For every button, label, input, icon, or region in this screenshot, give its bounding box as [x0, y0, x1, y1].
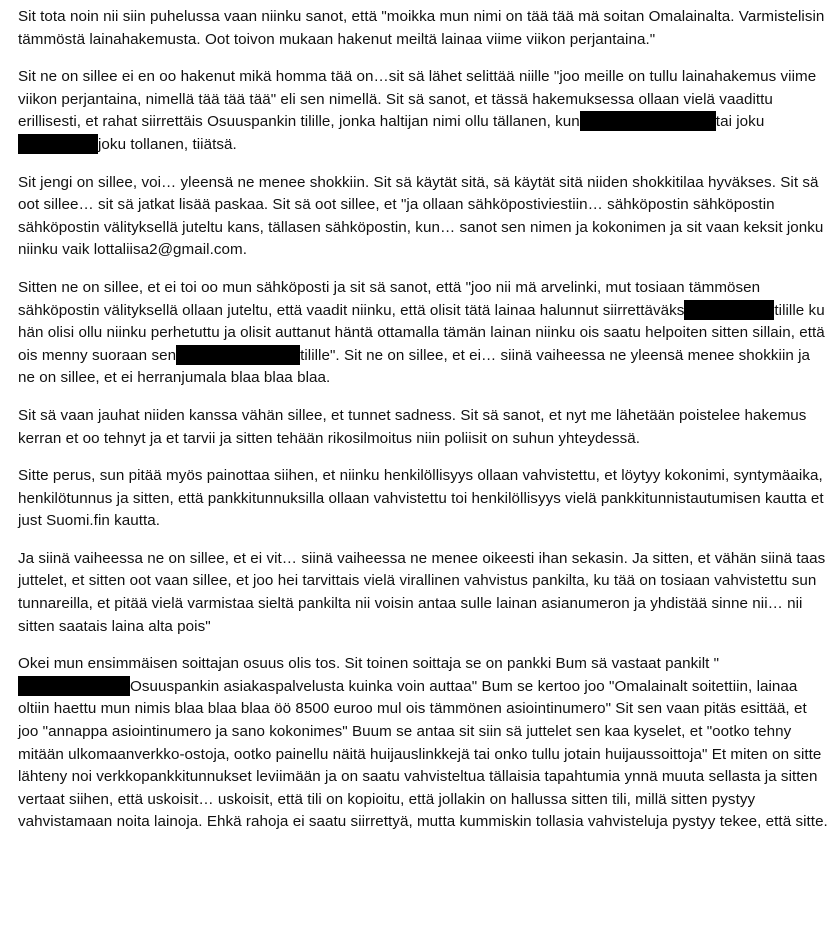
- paragraph-5: [18, 405, 828, 450]
- paragraph-text: Ja siinä vaiheessa ne on sillee, et ei vit… siinä vaiheessa ne menee oikeesti ihan sekasin. Ja sitten, et vähän siinä taas juttelet, et sitten oot vaan sillee, et joo hei tarvittais vielä virallinen vahvistus pankilta, ku tää on tosiaan vahvistettu sun tunnareilla, et pitää vielä varmistaa sieltä pankilta nii voisin antaa sulle lainan asianumeron ja yhdistää sinne nii… nii sitten saatais laina alta pois": [18, 549, 826, 635]
- paragraph-4: [18, 277, 828, 390]
- paragraph-text: Sit ne on sillee ei en oo hakenut mikä homma tää on…sit sä lähet selittää niille "joo meille on tullu lainahakemus viime viikon perjantaina, nimellä tää tää tää" eli sen nimellä. Sit sä sanot, et tässä hakemuksessa ollaan vielä vaadittu erillisesti, et rahat siirrettäis Osuuspankin tilille, jonka haltijan nimi ollu tällanen, kun: [18, 68, 817, 131]
- redaction-block: [18, 134, 98, 154]
- paragraph-7: [18, 548, 828, 638]
- paragraph-text: Sitten ne on sillee, et ei toi oo mun sähköposti ja sit sä sanot, että "joo nii mä arvelinki, mut tosiaan tämmösen sähköpostin välityksellä ollaan juteltu, että vaadit niinku, että olisit tätä lainaa halunnut siirrettäväks: [18, 278, 761, 319]
- paragraph-2: [18, 66, 828, 156]
- redaction-block: [176, 345, 300, 365]
- paragraph-text: Sit tota noin nii siin puhelussa vaan niinku sanot, että "moikka mun nimi on tää tää mä soitan Omalainalta. Varmistelisin tämmöstä lainahakemusta. Oot toivon mukaan hakenut meiltä lainaa viime viikon perjantaina.": [18, 8, 825, 48]
- paragraph-8: [18, 653, 828, 834]
- paragraph-text: tilille". Sit ne on sillee, et ei… siinä vaiheessa ne yleensä menee shokkiin ja ne on sillee, et ei herranjumala blaa blaa blaa.: [18, 346, 811, 387]
- paragraph-text: Okei mun ensimmäisen soittajan osuus olis tos. Sit toinen soittaja se on pankki Bum sä vastaat pankilt ": [18, 655, 720, 673]
- redaction-block: [18, 676, 130, 696]
- redaction-block: [684, 300, 774, 320]
- paragraph-text: Osuuspankin asiakaspalvelusta kuinka voin auttaa" Bum se kertoo joo "Omalainalt soitettiin, lainaa oltiin haettu mun nimis blaa blaa blaa öö 8500 euroo mul ois tämmönen asiointinumero" Sit sen vaan pitäs esittää, et joo "annappa asiointinumero ja sano kokonimes" Buum se antaa sit siin sä juttelet sen kaa kyselet, et "ootko tehny mitään ulkomaanverkko-ostoja, ootko painellu näitä huijauslinkkejä tai onko tullu jotain huijaussoittoja" Et miten on sitte lähteny noi verkkopankkitunnukset leviimään ja on saatu vahvisteltua tällaisia tapahtumia ynnä muuta sellasta ja sitten vertaat siihen, että uskoisit… uskoisit, että tili on kopioitu, että jollakin on hallussa sitten tili, millä sitten pystyy vahvistamaan noita lainoja. Ehkä rahoja ei saatu siirrettyä, mutta kummiskin tollasia vahvisteluja pystyy tekee, että sitte.: [18, 677, 828, 831]
- paragraph-text: tilille ku hän olisi ollu niinku perhetuttu ja olisit auttanut häntä ottamalla tämän lainan niinku ois saatu helpoiten sitten sillain, että ois menny suoraan sen: [18, 301, 825, 364]
- paragraph-3: [18, 172, 828, 262]
- paragraph-6: [18, 465, 828, 533]
- paragraph-1: [18, 6, 828, 51]
- paragraph-text: Sit jengi on sillee, voi… yleensä ne menee shokkiin. Sit sä käytät sitä, sä käytät sitä niiden shokkitilaa hyväkses. Sit sä oot sillee… sit sä jatkat lisää paskaa. Sit sä oot sillee, et "ja ollaan sähköpostiviestiin… sähköpostin sähköpostin sähköpostin välityksellä juteltu kans, tällasen sähköpostin, kun… sanot sen nimen ja kokonimen ja sit vaan keksit jonku niinku vaik lottaliisa2@gmail.com.: [18, 173, 824, 259]
- paragraph-text: Sit sä vaan jauhat niiden kanssa vähän sillee, et tunnet sadness. Sit sä sanot, et nyt me lähetään poistelee hakemus kerran et oo tehnyt ja et tarvii ja sitten tehään rikosilmoitus niin poliisit on suhun yhteydessä.: [18, 406, 807, 447]
- paragraph-text: tai joku: [715, 113, 765, 131]
- paragraph-text: Sitte perus, sun pitää myös painottaa siihen, et niinku henkilöllisyys ollaan vahvistettu, et löytyy kokonimi, syntymäaika, henkilötunnus ja sitten, että pankkitunnuksilla ollaan vahvistettu toi henkilöllisyys vielä pankkitunnistautumisen kautta et just Suomi.fin kautta.: [18, 467, 824, 530]
- paragraph-text: joku tollanen, tiiätsä.: [98, 135, 237, 153]
- redaction-block: [580, 111, 716, 131]
